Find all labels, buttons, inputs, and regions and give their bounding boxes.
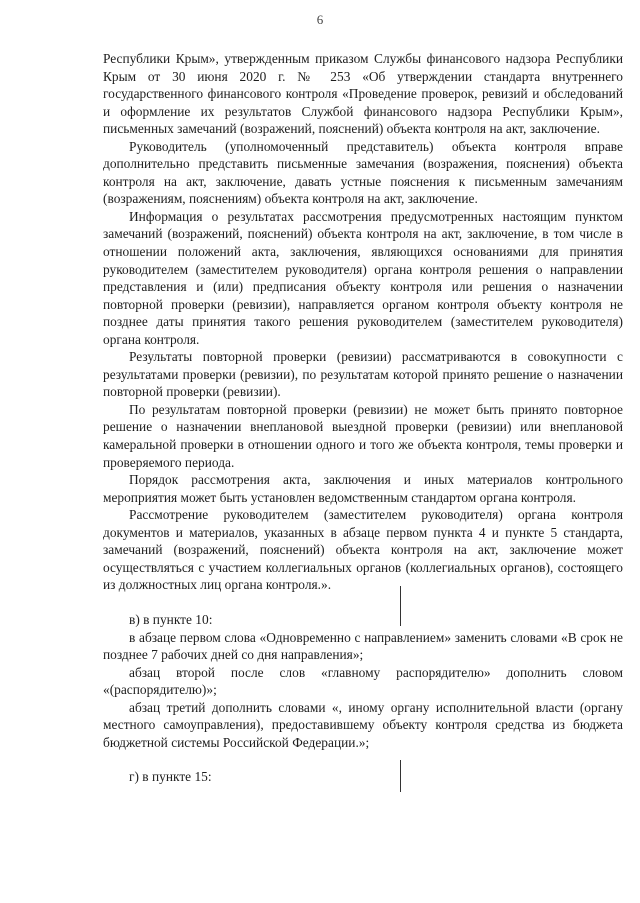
clause-v-second-paragraph: абзац второй после слов «главному распорядителю» дополнить словом «(распорядителю)»;: [103, 664, 623, 698]
page-number: 6: [316, 12, 324, 27]
scan-artifact-line: [400, 586, 401, 626]
spacer: [103, 751, 623, 768]
clause-item-v: в) в пункте 10:: [129, 611, 213, 627]
clause-v-first-paragraph: в абзаце первом слова «Одновременно с направлением» заменить словами «В срок не позднее 7 рабочих дней со дня направления»;: [103, 629, 623, 663]
clause-item-g: г) в пункте 15:: [129, 769, 212, 785]
clause-v-third-paragraph: абзац третий дополнить словами «, иному органу исполнительной власти (органу местного самоуправления), предоставившему объекту контроля средства из бюджета бюджетной системы Российской Федерации.»;: [103, 699, 623, 750]
paragraph-review-information: Информация о результатах рассмотрения предусмотренных настоящим пунктом замечаний (возражений, пояснений) объекта контроля на акт, заключение, в том числе в отношении положений акта, заключения, являющихся основаниями для принятия руководителем (заместителем руководителя) органа контроля решения о направлении представления и (или) предписания объекту контроля или решения о назначении повторной проверки (ревизии), направляется органом контроля объекту контроля не позднее даты принятия такого решения руководителем (заместителем руководителя) органа контроля.: [103, 208, 623, 347]
paragraph-repeat-audit-restriction: По результатам повторной проверки (ревизии) не может быть принято повторное решение о назначении внеплановой выездной проверки (ревизии) или внеплановой камеральной проверки в отношении одного и того же объекта контроля, темы проверки и проверяемого периода.: [103, 401, 623, 470]
scan-artifact-line: [400, 760, 401, 792]
paragraph-continuation: Республики Крым», утвержденным приказом Службы финансового надзора Республики Крым от 30 июня 2020 г. № 253 «Об утверждении стандарта внутреннего государственного финансового контроля «Проведение проверок, ревизий и обследований и оформление их результатов Службой финансового надзора Республики Крым», письменных замечаний (возражений, пояснений) объекта контроля на акт, заключение.: [103, 51, 623, 137]
paragraph-repeat-audit-results: Результаты повторной проверки (ревизии) рассматриваются в совокупности с результатами проверки (ревизии), по результатам которой принято решение о назначении повторной проверки (ревизии).: [103, 349, 623, 400]
paragraph-head-rights: Руководитель (уполномоченный представитель) объекта контроля вправе дополнительно представить письменные замечания (возражения, пояснения) объекта контроля на акт, заключение, давать устные пояснения к письменным замечаниям (возражениям, пояснениям) объекта контроля на акт, заключение.: [103, 138, 623, 207]
document-body: [103, 50, 623, 786]
spacer: [103, 594, 623, 611]
paragraph-collegial-review: Рассмотрение руководителем (заместителем руководителя) органа контроля документов и материалов, указанных в абзаце первом пункта 4 и пункте 5 стандарта, замечаний (возражений, пояснений) объекта контроля на акт, заключение может осуществляться с участием коллегиальных органов (коллегиальных органов), состоящего из должностных лиц органа контроля.».: [103, 507, 623, 593]
paragraph-review-procedure: Порядок рассмотрения акта, заключения и иных материалов контрольного мероприятия может быть установлен ведомственным стандартом органа контроля.: [103, 472, 623, 505]
